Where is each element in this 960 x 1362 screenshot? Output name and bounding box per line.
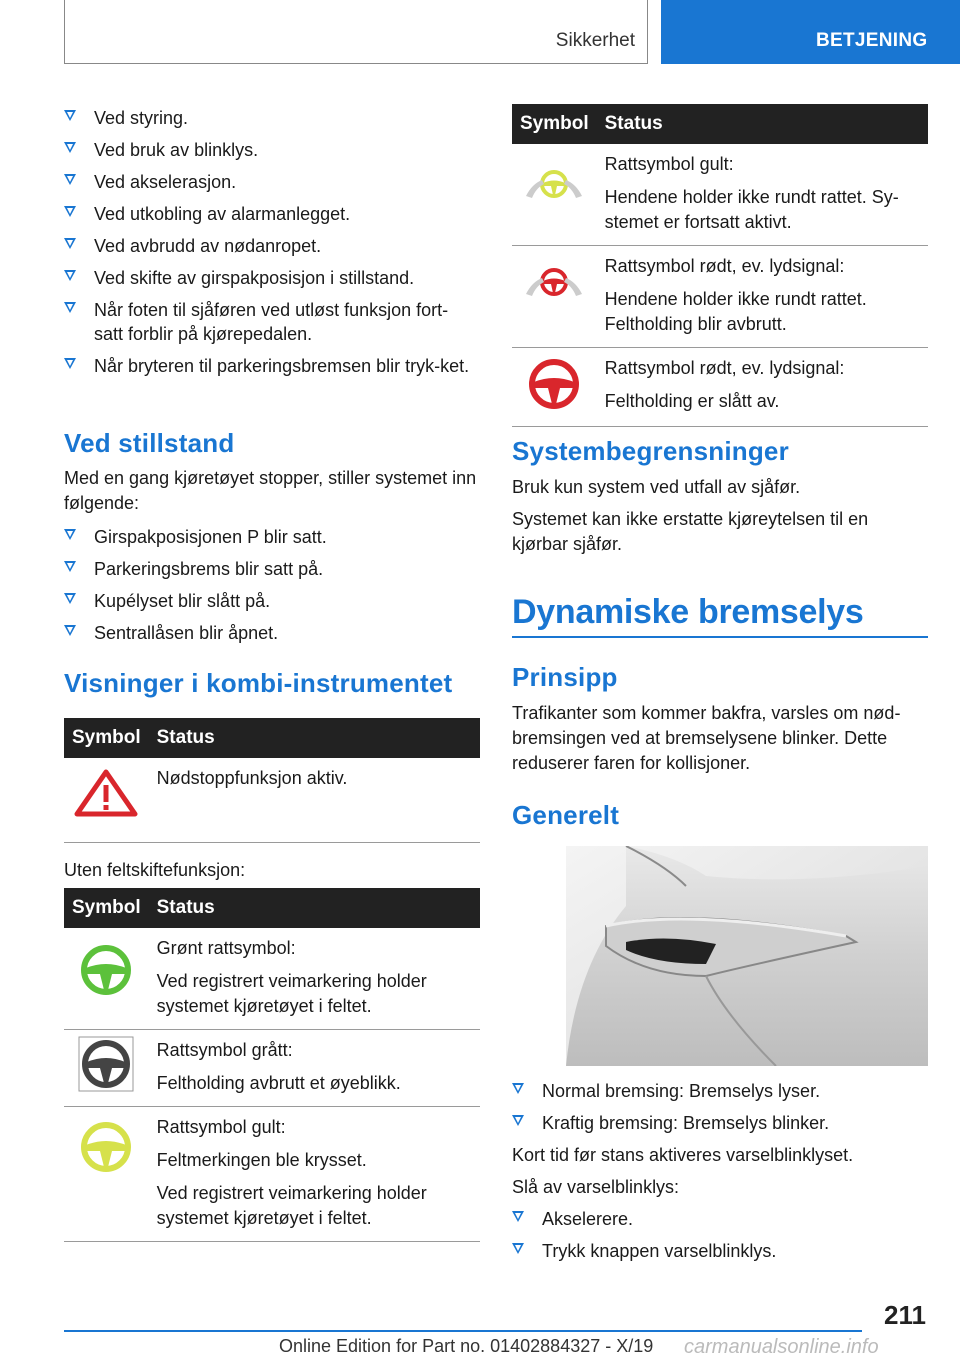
col-symbol: Symbol bbox=[64, 888, 149, 928]
triangle-bullet-icon bbox=[64, 270, 76, 281]
triangle-bullet-icon bbox=[64, 238, 76, 249]
triangle-bullet-icon bbox=[64, 593, 76, 604]
paragraph-kort: Kort tid før stans aktiveres varselblinklyset. bbox=[512, 1145, 854, 1165]
watermark: carmanualsonline.info bbox=[684, 1336, 879, 1358]
triangle-bullet-icon bbox=[512, 1115, 524, 1126]
table-row: Grønt rattsymbol: Ved registrert veimarkering holder systemet kjøretøyet i feltet. bbox=[64, 928, 480, 1030]
taillight-image bbox=[566, 846, 928, 1066]
edition-text: Online Edition for Part no. 01402884327 - X/19 bbox=[279, 1336, 654, 1356]
table-row: Nødstoppfunksjon aktiv. bbox=[64, 758, 480, 843]
hands-on-wheel-yellow-icon bbox=[524, 166, 584, 202]
list-item: Når foten til sjåføren ved utløst funksjon fort-satt forblir på kjørepedalen. bbox=[64, 298, 480, 346]
hands-on-wheel-red-icon bbox=[524, 264, 584, 300]
footer-divider bbox=[64, 1330, 862, 1332]
list-item: Girspakposisjonen P blir satt. bbox=[64, 525, 480, 549]
header-title: Sikkerhet bbox=[555, 30, 635, 51]
paragraph-stillstand: Med en gang kjøretøyet stopper, stiller systemet inn følgende: bbox=[64, 468, 477, 513]
list-item: Kraftig bremsing: Bremselys blinker. bbox=[512, 1111, 928, 1135]
list-item: Normal bremsing: Bremselys lyser. bbox=[512, 1079, 928, 1103]
list-item: Kupélyset blir slått på. bbox=[64, 589, 480, 613]
symbol-table-1 bbox=[64, 718, 480, 843]
triangle-bullet-icon bbox=[64, 174, 76, 185]
triangle-bullet-icon bbox=[64, 529, 76, 540]
header-section: BETJENING bbox=[816, 30, 928, 51]
steering-wheel-green-icon bbox=[80, 944, 132, 996]
col-symbol: Symbol bbox=[64, 718, 149, 758]
page-number: 211 bbox=[884, 1300, 926, 1330]
list-item: Trykk knappen varselblinklys. bbox=[512, 1239, 928, 1263]
triangle-bullet-icon bbox=[64, 142, 76, 153]
paragraph-sys2: Systemet kan ikke erstatte kjøreytelsen til en kjørbar sjåfør. bbox=[512, 509, 869, 554]
list-item: Sentrallåsen blir åpnet. bbox=[64, 621, 480, 645]
list-item: Ved akselerasjon. bbox=[64, 170, 480, 194]
list-item: Ved utkobling av alarmanlegget. bbox=[64, 202, 480, 226]
triangle-bullet-icon bbox=[64, 110, 76, 121]
heading-generelt: Generelt bbox=[512, 800, 620, 830]
paragraph-uten: Uten feltskiftefunksjon: bbox=[64, 860, 246, 880]
header-title-box bbox=[64, 0, 648, 64]
symbol-table-2 bbox=[64, 888, 480, 1242]
list-item: Når bryteren til parkeringsbremsen blir tryk-ket. bbox=[64, 354, 480, 378]
heading-visninger: Visninger i kombi-instrumentet bbox=[64, 668, 453, 698]
bullet-list-stillstand bbox=[64, 525, 480, 653]
steering-wheel-red-icon bbox=[528, 358, 580, 410]
col-status: Status bbox=[149, 888, 480, 928]
col-symbol: Symbol bbox=[512, 104, 597, 144]
steering-wheel-yellow-icon bbox=[80, 1121, 132, 1173]
list-item: Parkeringsbrems blir satt på. bbox=[64, 557, 480, 581]
list-item: Ved bruk av blinklys. bbox=[64, 138, 480, 162]
paragraph-sla: Slå av varselblinklys: bbox=[512, 1177, 680, 1197]
steering-wheel-gray-icon bbox=[78, 1036, 134, 1092]
triangle-bullet-icon bbox=[512, 1243, 524, 1254]
bullet-list-sla bbox=[512, 1207, 928, 1271]
paragraph-prinsipp: Trafikanter som kommer bakfra, varsles om nød-bremsingen ved at bremselysene blinker. Dette reduserer faren for kollisjoner. bbox=[512, 703, 901, 773]
list-item: Ved avbrudd av nødanropet. bbox=[64, 234, 480, 258]
table-row: Rattsymbol gult: Feltmerkingen ble krysset. Ved registrert veimarkering holder systemet kjøretøyet i feltet. bbox=[64, 1107, 480, 1242]
table-row: Rattsymbol rødt, ev. lydsignal: Hendene holder ikke rundt rattet. Feltholding blir avbrutt. bbox=[512, 246, 928, 348]
list-item: Ved styring. bbox=[64, 106, 480, 130]
warning-triangle-icon bbox=[73, 768, 139, 818]
bullet-list-top bbox=[64, 106, 480, 386]
table-row: Rattsymbol gult: Hendene holder ikke rundt rattet. Sy-stemet er fortsatt aktivt. bbox=[512, 144, 928, 246]
triangle-bullet-icon bbox=[64, 358, 76, 369]
triangle-bullet-icon bbox=[64, 625, 76, 636]
triangle-bullet-icon bbox=[512, 1083, 524, 1094]
header-section-box bbox=[661, 0, 960, 64]
triangle-bullet-icon bbox=[64, 561, 76, 572]
col-status: Status bbox=[149, 718, 480, 758]
paragraph-sys1: Bruk kun system ved utfall av sjåfør. bbox=[512, 477, 801, 497]
list-item: Akselerere. bbox=[512, 1207, 928, 1231]
triangle-bullet-icon bbox=[64, 302, 76, 313]
table-row: Rattsymbol grått: Feltholding avbrutt et øyeblikk. bbox=[64, 1030, 480, 1107]
heading-systembegrensninger: Systembegrensninger bbox=[512, 436, 789, 466]
heading-dynamiske-bremselys: Dynamiske bremselys bbox=[512, 593, 864, 631]
heading-ved-stillstand: Ved stillstand bbox=[64, 428, 235, 458]
symbol-table-3 bbox=[512, 104, 928, 427]
triangle-bullet-icon bbox=[64, 206, 76, 217]
bullet-list-generelt bbox=[512, 1079, 928, 1143]
list-item: Ved skifte av girspakposisjon i stillstand. bbox=[64, 266, 480, 290]
heading-prinsipp: Prinsipp bbox=[512, 662, 618, 692]
col-status: Status bbox=[597, 104, 928, 144]
triangle-bullet-icon bbox=[512, 1211, 524, 1222]
heading-underline bbox=[512, 636, 928, 638]
table-row: Rattsymbol rødt, ev. lydsignal: Feltholding er slått av. bbox=[512, 348, 928, 427]
